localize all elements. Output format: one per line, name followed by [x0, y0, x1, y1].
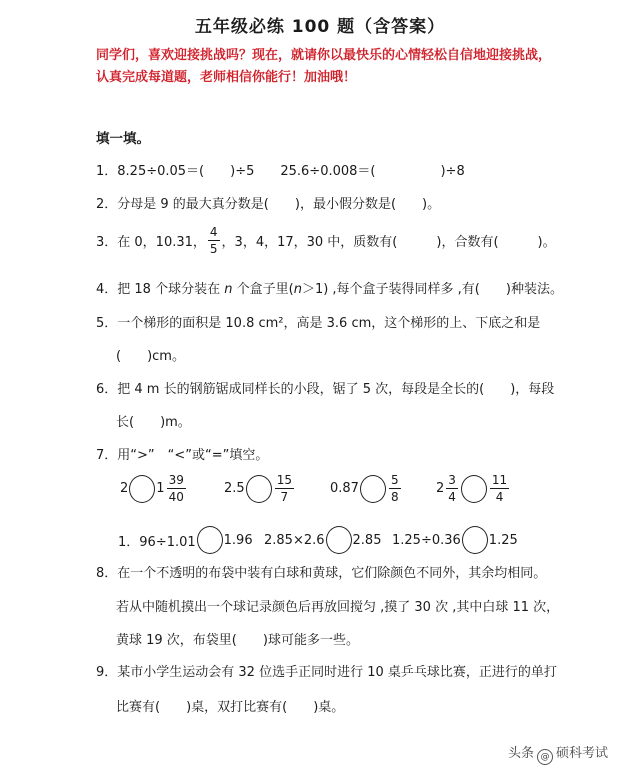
question-4	[96, 278, 563, 297]
left-number: 2.5	[224, 481, 245, 496]
fraction	[167, 474, 186, 503]
left-number: 2	[120, 481, 129, 496]
fraction	[389, 474, 401, 503]
question-8-line-2: 若从中随机摸出一个球记录颜色后再放回搅匀 ,摸了 30 次 ,其中白球 11 次，	[116, 600, 560, 615]
compare-item-2	[224, 474, 296, 503]
question-4-part-a: 4．把 18 个球分装在	[96, 282, 225, 297]
answer-circle[interactable]	[360, 475, 386, 503]
answer-circle[interactable]	[326, 526, 352, 554]
at-icon: @	[537, 749, 553, 765]
watermark-prefix: 头条	[508, 746, 535, 761]
fraction	[275, 474, 294, 503]
answer-circle[interactable]	[197, 526, 223, 554]
watermark-handle: 硕科考试	[556, 746, 609, 761]
left-expression: 1．96÷1.01	[118, 534, 196, 550]
mixed-whole: 2	[436, 481, 445, 496]
section-heading: 填一填。	[96, 131, 150, 147]
question-1: 1．8.25÷0.05＝( )÷5 25.6÷0.008＝( )÷8	[96, 164, 465, 179]
compare-item-1	[120, 474, 188, 503]
compare-item-6	[264, 526, 381, 554]
fraction-numerator: 11	[491, 473, 508, 487]
fraction-denominator: 4	[448, 490, 456, 504]
question-9-line-1: 9．某市小学生运动会有 32 位选手正同时进行 10 桌乒乓球比赛，正进行的单打	[96, 665, 557, 680]
left-expression: 2.85×2.6	[264, 532, 325, 548]
answer-circle[interactable]	[462, 526, 488, 554]
fraction	[490, 474, 509, 503]
fraction	[446, 474, 458, 503]
right-number: 1.25	[488, 532, 518, 548]
question-5-line-2: ( )cm。	[116, 349, 185, 364]
fraction-numerator: 39	[168, 473, 184, 487]
fraction-four-fifths	[208, 226, 220, 255]
compare-item-4	[436, 474, 511, 503]
answer-circle[interactable]	[129, 475, 155, 503]
right-number: 1.96	[223, 532, 253, 548]
variable-n: n	[293, 282, 302, 297]
fraction-denominator: 7	[280, 490, 289, 504]
intro-line-1: 同学们，喜欢迎接挑战吗？现在，就请你以最快乐的心情轻松自信地迎接挑战，	[96, 48, 552, 63]
question-6-line-2: 长( )m。	[116, 415, 191, 430]
question-3-suffix: ，3，4，17，30 中，质数有( )，合数有( )。	[221, 235, 556, 250]
left-expression: 1.25÷0.36	[392, 532, 461, 548]
fraction-numerator: 4	[209, 225, 218, 239]
fraction-numerator: 15	[276, 473, 292, 487]
page-title: 五年级必练 100 题（含答案）	[194, 17, 446, 37]
question-2: 2．分母是 9 的最大真分数是( )，最小假分数是( )。	[96, 197, 441, 212]
question-6-line-1: 6．把 4 m 长的钢筋锯成同样长的小段，锯了 5 次，每段是全长的( )，每段	[96, 382, 555, 397]
question-5-line-1: 5．一个梯形的面积是 10.8 cm²，高是 3.6 cm，这个梯形的上、下底之和是	[96, 316, 541, 331]
fraction-numerator: 5	[390, 473, 399, 487]
mixed-whole: 1	[156, 481, 165, 496]
compare-item-3	[330, 474, 403, 503]
compare-item-5	[118, 526, 253, 554]
question-9-line-2: 比赛有( )桌，双打比赛有( )桌。	[116, 700, 345, 715]
question-4-part-b: 个盒子里(	[232, 282, 294, 297]
answer-circle[interactable]	[246, 475, 272, 503]
answer-circle[interactable]	[461, 475, 487, 503]
fraction-denominator: 4	[495, 490, 504, 504]
variable-n: n	[224, 282, 233, 297]
right-number: 2.85	[352, 532, 382, 548]
fraction-denominator: 40	[168, 490, 184, 504]
fraction-denominator: 5	[209, 242, 218, 256]
question-4-part-c: ＞1) ,每个盒子装得同样多 ,有( )种装法。	[301, 282, 563, 297]
question-7-heading: 7．用“>” “<”或“=”填空。	[96, 448, 269, 463]
question-3	[96, 226, 556, 255]
question-8-line-1: 8．在一个不透明的布袋中装有白球和黄球，它们除颜色不同外，其余均相同。	[96, 566, 547, 581]
fraction-numerator: 3	[448, 473, 456, 487]
intro-line-2: 认真完成每道题，老师相信你能行！加油哦！	[96, 70, 357, 85]
question-3-prefix: 3．在 0，10.31，	[96, 235, 206, 250]
compare-item-7	[392, 526, 518, 554]
fraction-denominator: 8	[390, 490, 399, 504]
watermark	[508, 742, 608, 765]
left-number: 0.87	[330, 481, 359, 496]
question-8-line-3: 黄球 19 次，布袋里( )球可能多一些。	[116, 633, 359, 648]
